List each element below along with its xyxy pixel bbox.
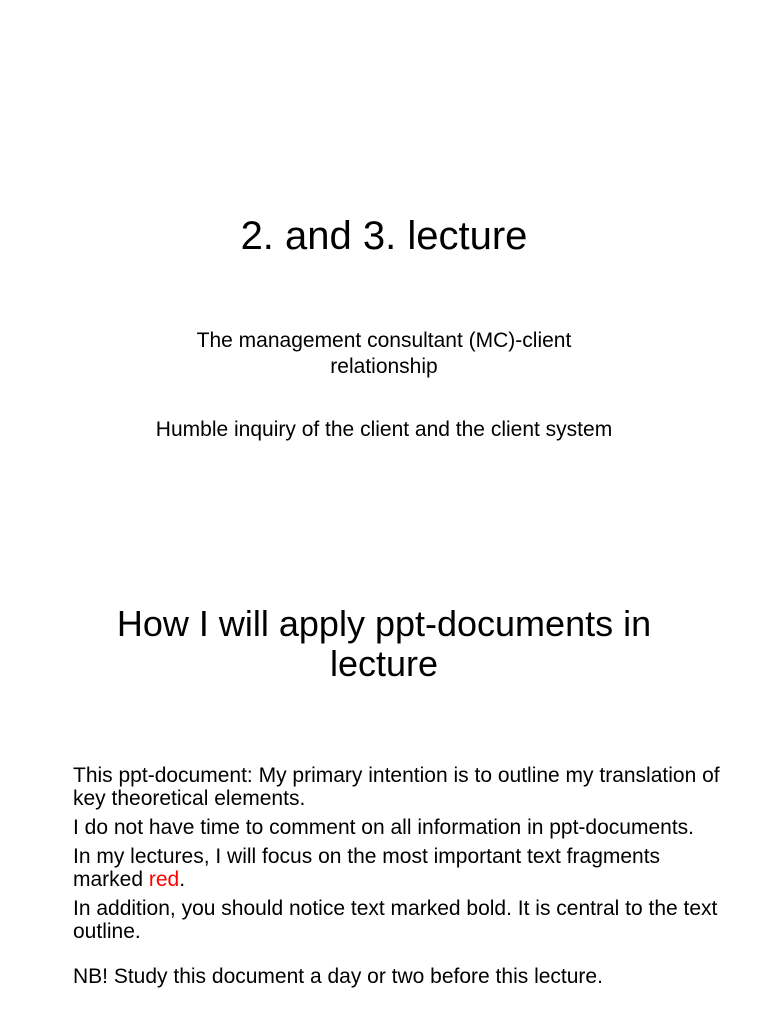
- slide-1-subtitle-relationship: [0, 328, 768, 380]
- focus-text: In my lectures, I will focus on the most important text fragments marked: [73, 845, 661, 891]
- slide-2-title: [0, 604, 768, 684]
- paragraph-nb-study: NB! Study this document a day or two before this lecture.: [73, 965, 603, 988]
- subtitle-relationship-text: The management consultant (MC)-client relationship: [196, 329, 572, 378]
- focus-text-end: .: [179, 868, 186, 891]
- paragraph-intention: This ppt-document: My primary intention is to outline my translation of key theoretical elements.: [73, 764, 720, 810]
- slide-2: [0, 576, 768, 1024]
- slide-2-body: [73, 764, 733, 994]
- slide-2-title-text: How I will apply ppt-documents in lecture: [116, 603, 652, 684]
- paragraph-focus-red: [73, 845, 733, 891]
- paragraph-no-time: I do not have time to comment on all information in ppt-documents.: [73, 816, 694, 839]
- paragraph-bold-notice: In addition, you should notice text marked bold. It is central to the text outline.: [73, 897, 718, 943]
- slide-1-subtitle-humble-inquiry: Humble inquiry of the client and the client system: [155, 418, 613, 441]
- slide-1-title: 2. and 3. lecture: [240, 214, 528, 258]
- red-highlight-word: red: [148, 868, 180, 891]
